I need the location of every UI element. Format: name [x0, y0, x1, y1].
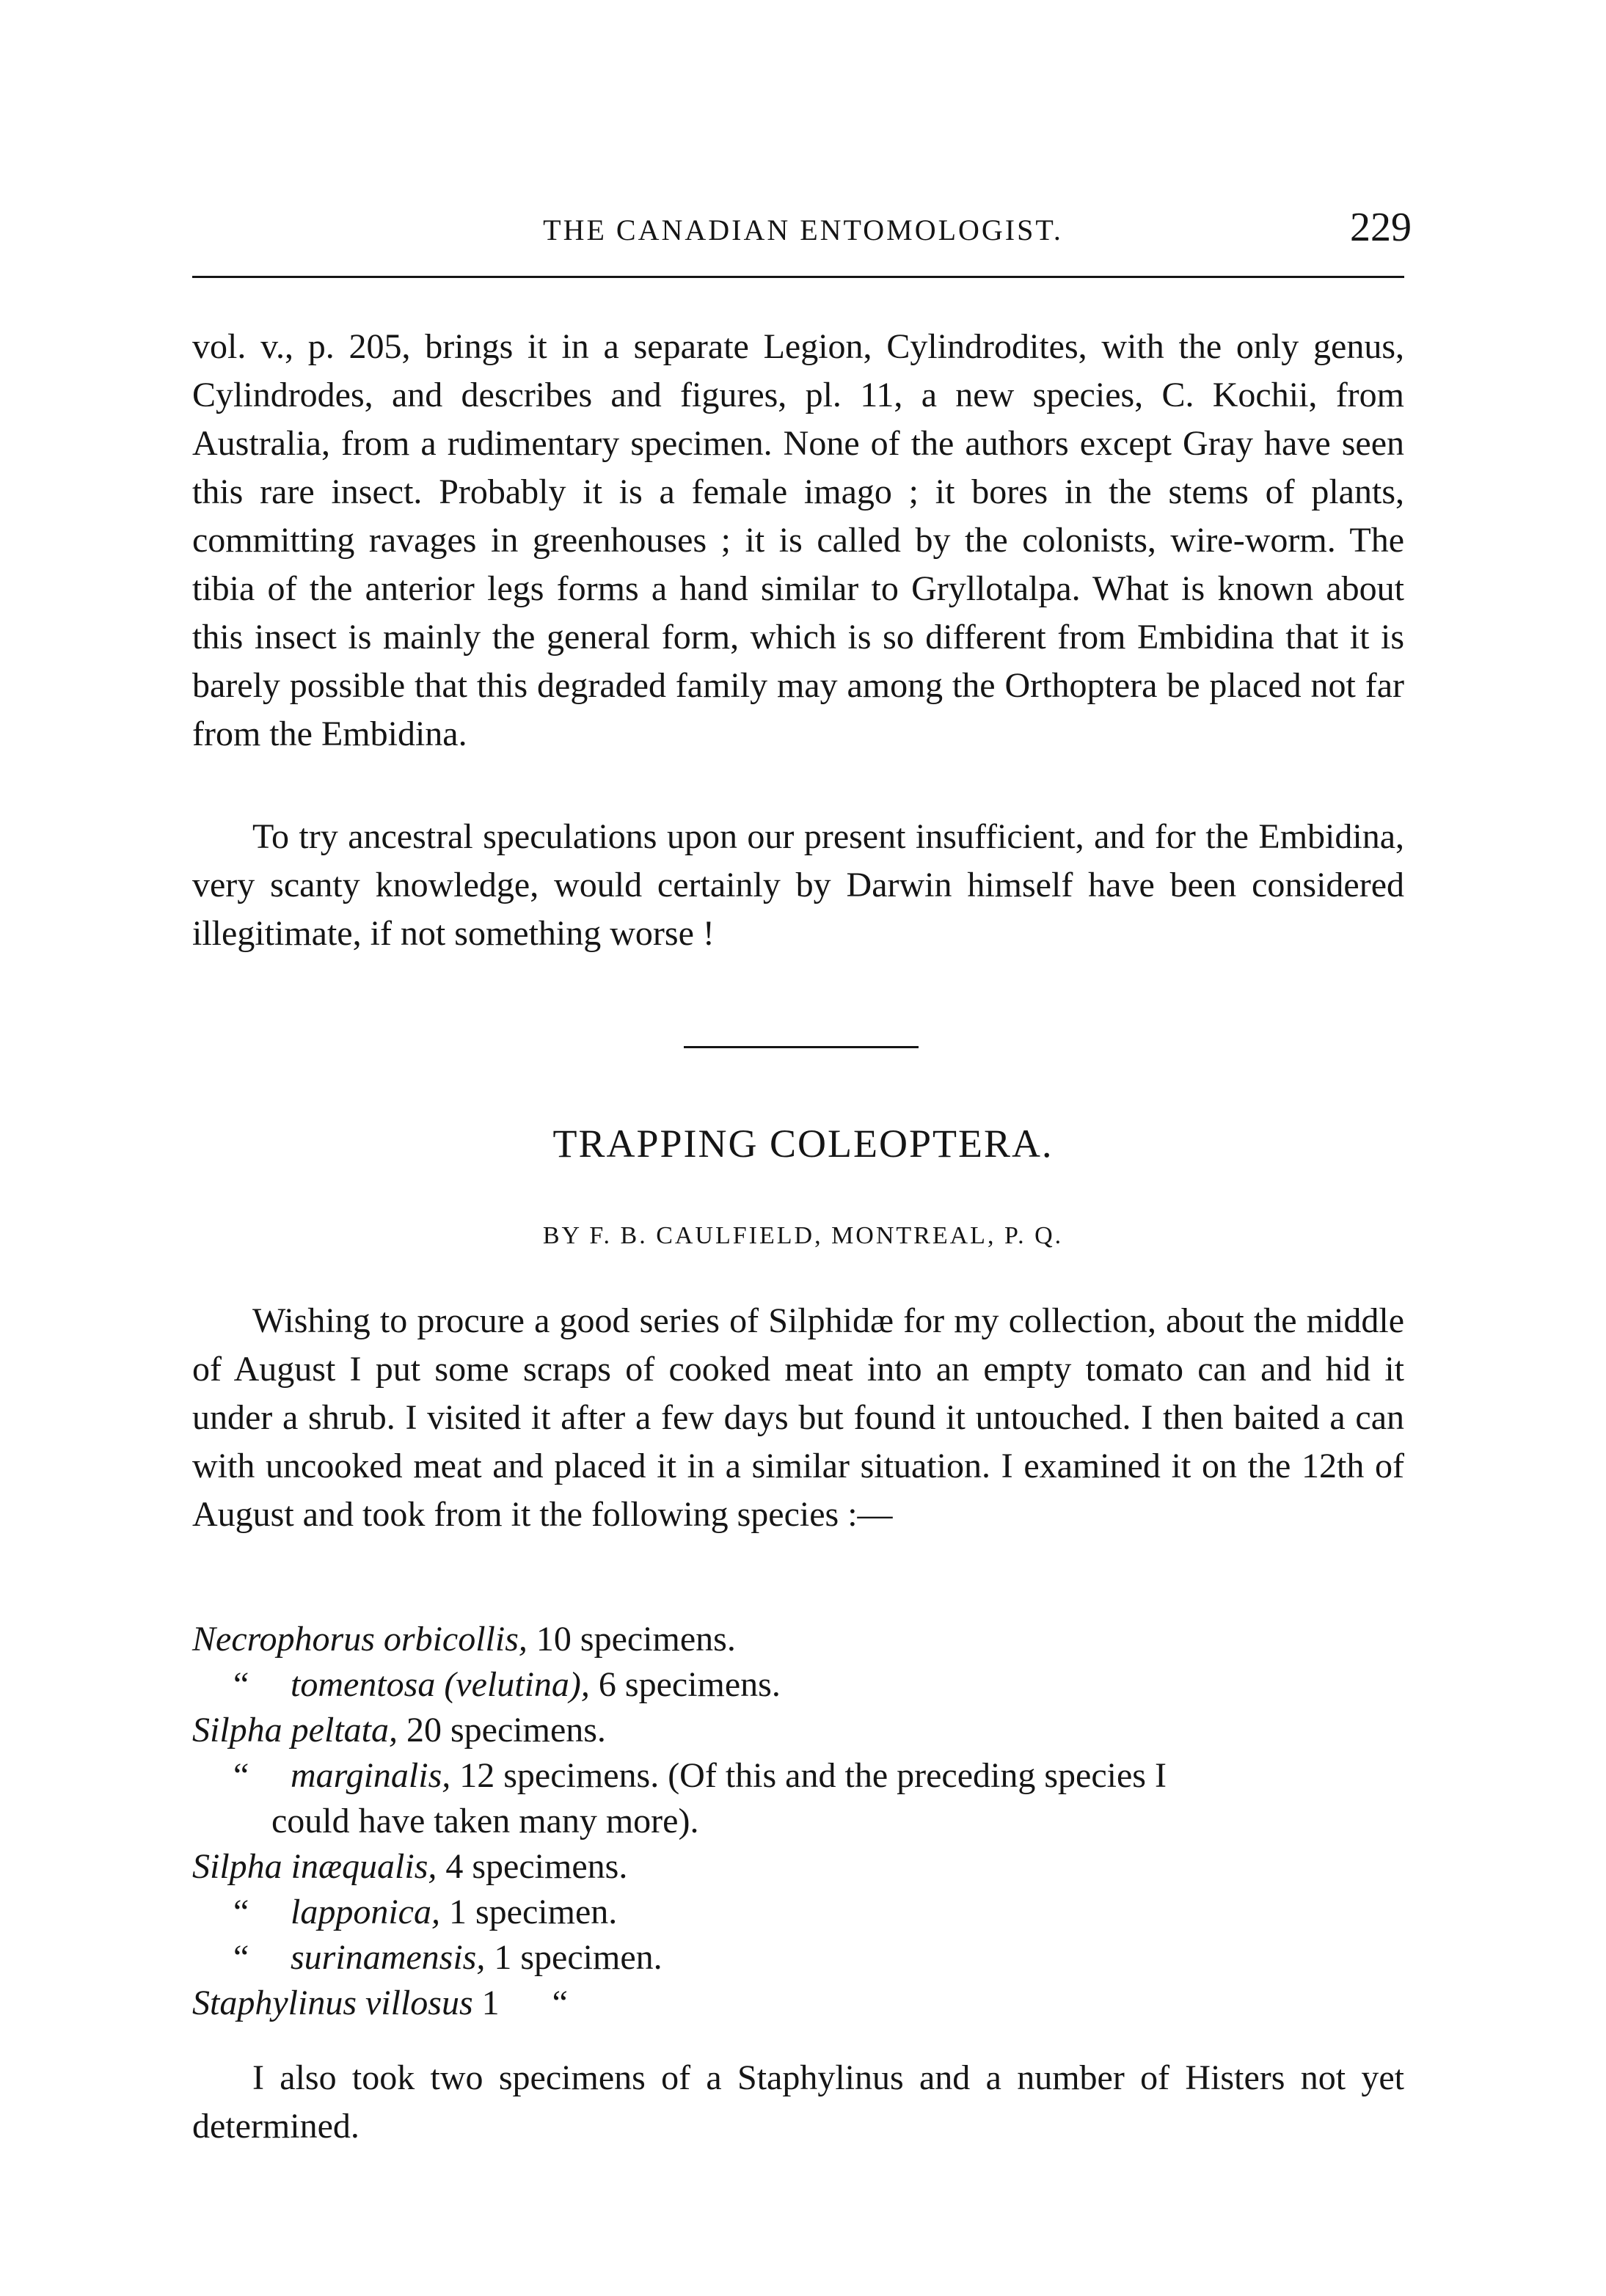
species-count: 4 specimens.: [437, 1847, 628, 1886]
species-count: 1 specimen.: [439, 1893, 618, 1931]
list-item: [192, 1708, 1404, 1753]
article-title: TRAPPING COLEOPTERA.: [552, 1122, 1054, 1166]
list-item: [192, 1935, 1404, 1981]
ditto-mark: “: [233, 1665, 249, 1704]
list-item: [192, 1662, 1404, 1708]
species-count: 1 specimen.: [485, 1938, 663, 1977]
list-item: [192, 1753, 1404, 1799]
list-item: [192, 1890, 1404, 1935]
list-item: [192, 1981, 1404, 2026]
species-count: 10 specimens.: [527, 1620, 736, 1659]
running-head: THE CANADIAN ENTOMOLOGIST.: [543, 213, 1063, 246]
species-name: Necrophorus orbicollis,: [192, 1620, 528, 1659]
paragraph-1: [192, 323, 1404, 758]
paragraph-2-text: To try ancestral speculations upon our present insufficient, and for the Embidina, very scanty knowledge, would certainly by Darwin himself have been considered illegitimate, if not something worse !: [192, 817, 1404, 953]
species-name: tomentosa (velutina),: [291, 1665, 590, 1704]
closing-paragraph-text: I also took two specimens of a Staphylinus and a number of Histers not yet determined.: [192, 2058, 1404, 2146]
species-name: Silpha peltata,: [192, 1711, 398, 1750]
ditto-mark: “: [233, 1756, 249, 1795]
paragraph-2: [192, 813, 1404, 958]
closing-paragraph: [192, 2054, 1404, 2151]
ditto-mark: “: [233, 1938, 249, 1977]
species-count: 20 specimens.: [397, 1711, 606, 1750]
species-count: 6 specimens.: [589, 1665, 781, 1704]
intro-paragraph-text: Wishing to procure a good series of Silphidæ for my collection, about the middle of August I put some scraps of cooked meat into an empty tomato can and hid it under a shrub. I visited it after a few days but found it untouched. I then baited a can with uncooked meat and placed it in a similar situation. I examined it on the 12th of August and took from it the following species :—: [192, 1301, 1404, 1534]
article-byline: BY F. B. CAULFIELD, MONTREAL, P. Q.: [542, 1222, 1064, 1249]
page-number: 229: [1350, 205, 1412, 250]
list-item: [192, 1844, 1404, 1890]
section-divider: [684, 1046, 919, 1048]
ditto-mark: “: [233, 1893, 249, 1931]
header-rule: [192, 276, 1404, 278]
species-count: 12 specimens. (Of this and the preceding species I: [450, 1756, 1167, 1795]
list-item: [192, 1617, 1404, 1662]
species-count: 1 “: [472, 1984, 568, 2022]
species-name: Silpha inæqualis,: [192, 1847, 437, 1886]
species-name: surinamensis,: [291, 1938, 486, 1977]
list-item-continuation: could have taken many more).: [271, 1802, 699, 1840]
paragraph-1-text: vol. v., p. 205, brings it in a separate Legion, Cylindrodites, with the only genus, Cylindrodes, and describes and figures, pl. 11, a new species, C. Kochii, from Australia, from a rudimentary specimen. None of the authors except Gray have seen this rare insect. Probably it is a female imago ; it bores in the stems of plants, committing ravages in greenhouses ; it is called by the colonists, wire-worm. The tibia of the anterior legs forms a hand similar to Gryllotalpa. What is known about this insect is mainly the general form, which is so different from Embidina that it is barely possible that this degraded family may among the Orthoptera be placed not far from the Embidina.: [192, 327, 1404, 753]
species-name: lapponica,: [291, 1893, 440, 1931]
species-list: [192, 1617, 1404, 2026]
species-name: marginalis,: [291, 1756, 451, 1795]
intro-paragraph: [192, 1297, 1404, 1539]
species-name: Staphylinus villosus: [192, 1984, 473, 2022]
